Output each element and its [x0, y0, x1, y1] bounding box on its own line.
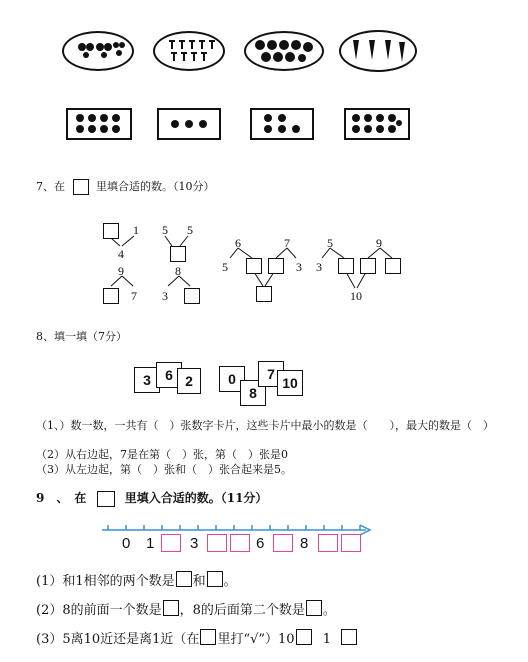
- nl-box: [230, 534, 250, 552]
- q9-number: 9 、 在: [36, 491, 87, 505]
- tree4-c: 3: [162, 289, 168, 303]
- tree5-a: 6: [235, 236, 241, 250]
- tree1-box: [103, 223, 119, 239]
- tree6-box2: [360, 258, 376, 274]
- digit-card: 7: [258, 361, 284, 387]
- digit-card: 10: [277, 370, 303, 396]
- answer-box: [97, 491, 115, 507]
- nl-num: 6: [256, 535, 265, 552]
- answer-box: [163, 600, 179, 616]
- tree3-c: 7: [131, 289, 137, 303]
- q9-sub2-end: 。: [322, 603, 336, 618]
- q9-sub1-text: (1）和1相邻的两个数是: [36, 574, 175, 589]
- q8-line1: （1、）数一数，一共有（ ）张数字卡片，这些卡片中最小的数是（ ），最大的数是（ ）: [36, 419, 494, 432]
- tree5-b: 7: [284, 236, 290, 250]
- q9-sub3: [36, 628, 358, 647]
- tree3-box: [103, 288, 119, 304]
- q7-number: 7、在: [36, 180, 65, 193]
- nl-num: 3: [190, 535, 199, 552]
- answer-box: [306, 600, 322, 616]
- q9-sub3-one: 1: [322, 632, 331, 647]
- digit-card: 3: [134, 367, 160, 393]
- digit-card: 0: [219, 366, 245, 392]
- tree5-d: 3: [296, 260, 302, 274]
- q9-heading: [36, 489, 267, 507]
- answer-box: [200, 629, 216, 645]
- answer-box: [341, 629, 357, 645]
- tree6-d: 10: [350, 289, 362, 303]
- tree5-box3: [256, 286, 272, 302]
- nl-box: [207, 534, 227, 552]
- tree5-box1: [246, 258, 262, 274]
- q7-instruction: 里填合适的数。（10分）: [96, 180, 215, 193]
- q9-sub3-mid: 里打“√”）10: [217, 632, 295, 647]
- q9-sub1-end: 。: [223, 574, 237, 589]
- nl-num: 8: [300, 535, 309, 552]
- tree6-b: 9: [376, 236, 382, 250]
- q9-sub2-mid: ，8的后面第二个数是: [179, 603, 305, 618]
- tree2-b: 5: [187, 223, 193, 237]
- nl-num: 1: [146, 535, 155, 552]
- tree2-box: [170, 246, 186, 262]
- q8-line2: （2）从右边起，7是在第（ ）张，第（ ）张是0: [36, 448, 288, 461]
- answer-box: [207, 571, 223, 587]
- q9-instruction: 里填入合适的数。（11分）: [124, 491, 268, 505]
- q7-tree-lines: [0, 0, 528, 330]
- tree6-box1: [338, 258, 354, 274]
- digit-card: 6: [156, 362, 182, 388]
- tree4-top: 8: [175, 264, 181, 278]
- nl-box: [318, 534, 338, 552]
- tree3-top: 9: [118, 264, 124, 278]
- tree5-box2: [268, 258, 284, 274]
- q9-sub2-text: (2）8的前面一个数是: [36, 603, 162, 618]
- tree6-c: 3: [316, 260, 322, 274]
- tree6-box3: [385, 258, 401, 274]
- tree4-box: [184, 288, 200, 304]
- q9-sub3-text: (3）5离10近还是离1近（在: [36, 632, 200, 647]
- q9-sub2: [36, 599, 336, 618]
- q9-sub1-and: 和: [192, 574, 206, 589]
- q8-heading: 8、填一填（7分）: [36, 330, 127, 343]
- tree5-c: 5: [222, 260, 228, 274]
- nl-box: [273, 534, 293, 552]
- answer-box: [176, 571, 192, 587]
- q8-line3: （3）从左边起，第（ ）张和（ ）张合起来是5。: [36, 463, 292, 476]
- nl-box: [161, 534, 181, 552]
- digit-card: 2: [177, 368, 201, 394]
- tree1-b: 4: [118, 247, 124, 261]
- answer-box: [296, 629, 312, 645]
- nl-box: [341, 534, 361, 552]
- tree6-a: 5: [327, 236, 333, 250]
- tree2-a: 5: [162, 223, 168, 237]
- digit-card: 8: [240, 380, 266, 406]
- tree1-a: 1: [133, 223, 139, 237]
- nl-num: 0: [122, 535, 131, 552]
- q9-sub1: [36, 570, 237, 589]
